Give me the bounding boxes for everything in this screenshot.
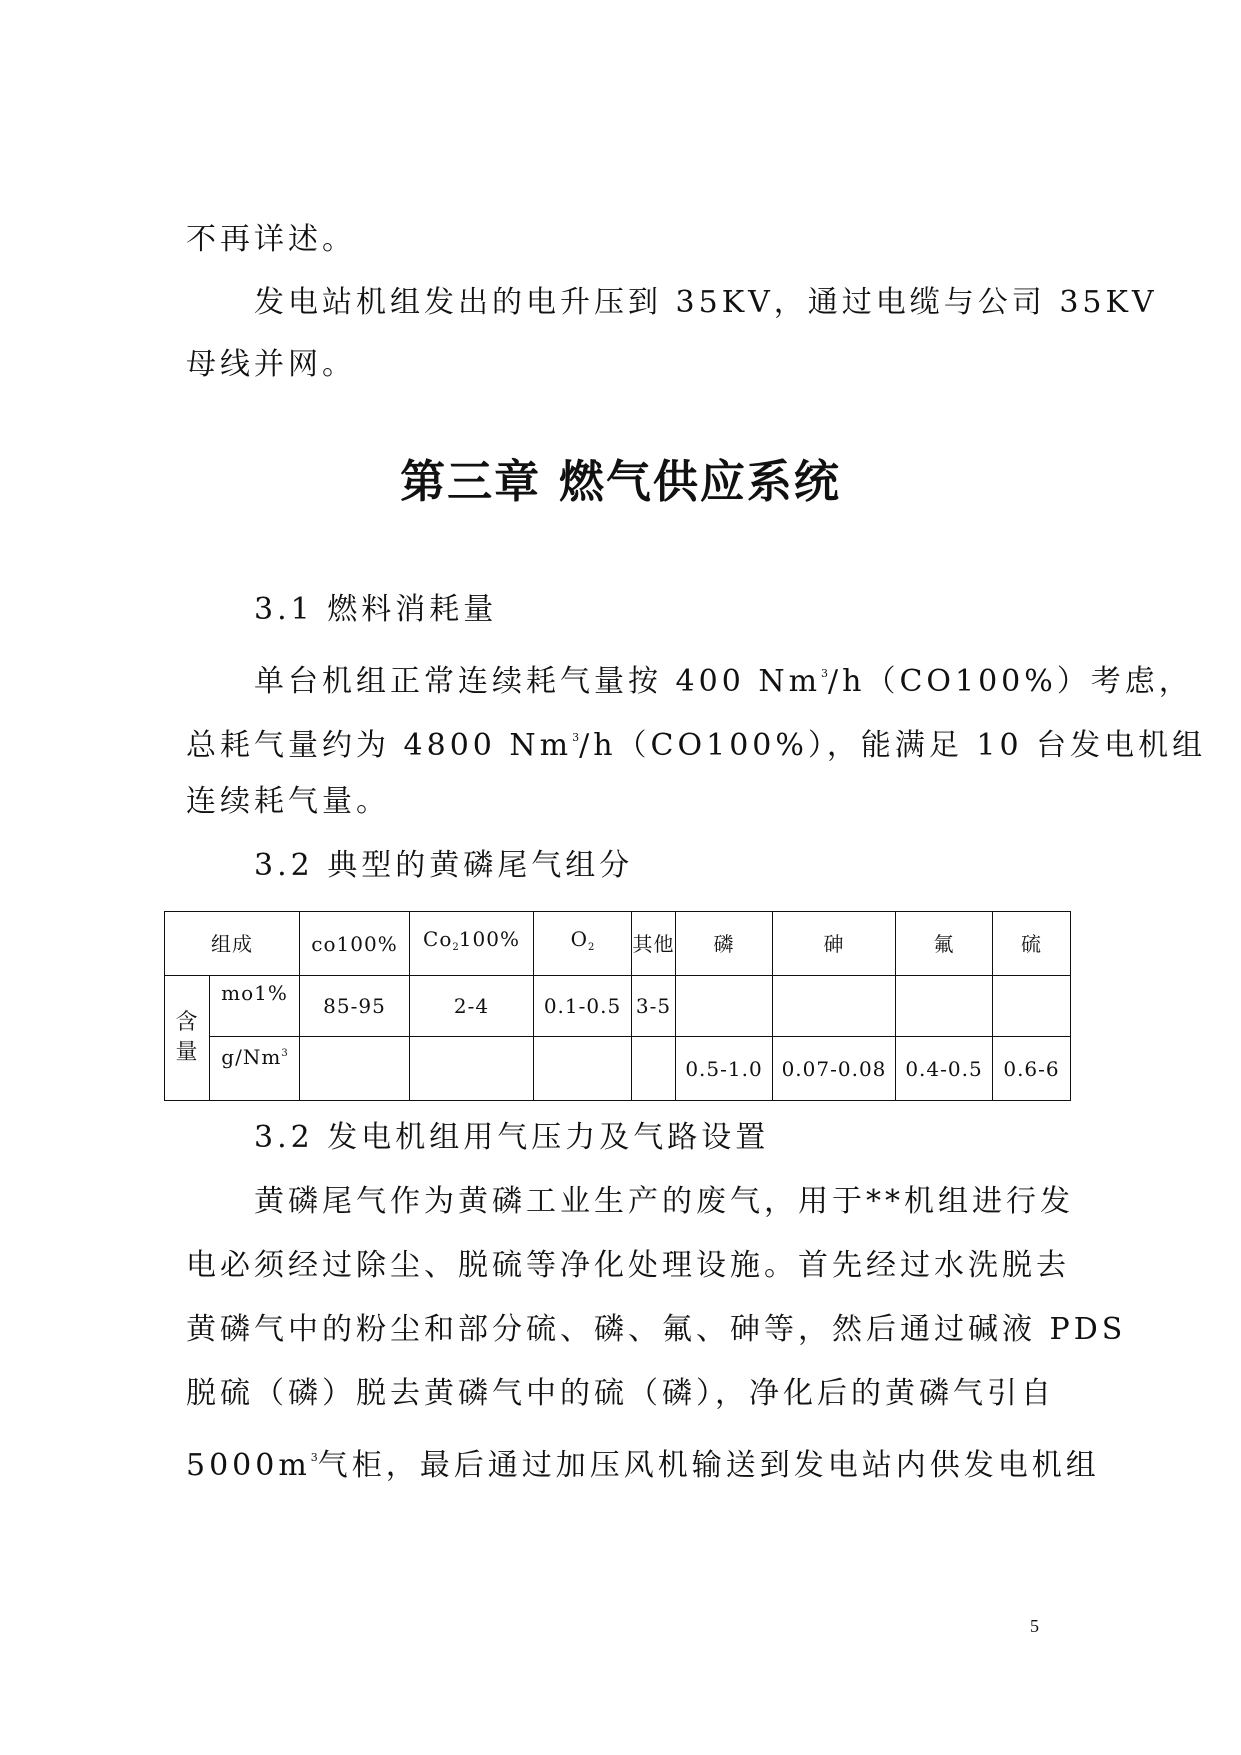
text-line: 发电站机组发出的电升压到 35KV，通过电缆与公司 35KV: [254, 285, 1158, 320]
cell-phosphorus-g: 0.5-1.0: [676, 1037, 773, 1101]
cell-empty: [632, 1037, 676, 1101]
cell-co2-mol: 2-4: [410, 976, 534, 1037]
cell-co-mol: 85-95: [300, 976, 410, 1037]
cell-empty: [896, 976, 993, 1037]
cell-empty: [993, 976, 1071, 1037]
text-line: 母线并网。: [186, 347, 356, 382]
text-line: 连续耗气量。: [186, 784, 390, 819]
text-line: $5000m^3$气柜，最后通过加压风机输送到发电站内供发电机组: [186, 1448, 1100, 1483]
header-co2: $Co_2100\%$: [410, 912, 534, 976]
cell-empty: [300, 1037, 410, 1101]
header-phosphorus: 磷: [676, 912, 773, 976]
header-arsenic: 砷: [773, 912, 896, 976]
text-line: 总耗气量约为 4800 Nm$^3$/h（CO100%），能满足 10 台发电机组: [186, 728, 1207, 763]
text-line: 黄磷气中的粉尘和部分硫、磷、氟、砷等，然后通过碱液 PDS: [186, 1312, 1127, 1347]
header-sulfur: 硫: [993, 912, 1071, 976]
cell-empty: [773, 976, 896, 1037]
section-heading-3-1: 3.1 燃料消耗量: [254, 592, 498, 627]
cell-fluorine-g: 0.4-0.5: [896, 1037, 993, 1101]
cell-arsenic-g: 0.07-0.08: [773, 1037, 896, 1101]
page-number: 5: [1030, 1616, 1039, 1636]
unit-mol: mo1%: [210, 976, 300, 1037]
cell-empty: [410, 1037, 534, 1101]
chapter-title: 第三章 燃气供应系统: [400, 455, 841, 508]
unit-g-nm3: g/Nm$^3$: [210, 1037, 300, 1101]
cell-other-mol: 3-5: [632, 976, 676, 1037]
header-o2: $O_2$: [534, 912, 632, 976]
header-other: 其他: [632, 912, 676, 976]
cell-sulfur-g: 0.6-6: [993, 1037, 1071, 1101]
text-line: 脱硫（磷）脱去黄磷气中的硫（磷），净化后的黄磷气引自: [186, 1376, 1055, 1411]
cell-empty: [534, 1037, 632, 1101]
header-co: co100%: [300, 912, 410, 976]
cell-o2-mol: 0.1-0.5: [534, 976, 632, 1037]
header-composition: 组成: [165, 912, 300, 976]
header-fluorine: 氟: [896, 912, 993, 976]
text-line: 黄磷尾气作为黄磷工业生产的废气，用于**机组进行发: [254, 1184, 1074, 1219]
text-line: 单台机组正常连续耗气量按 400 Nm$^3$/h（CO100%）考虑，: [254, 664, 1193, 699]
text-line: 不再详述。: [186, 222, 356, 257]
cell-empty: [676, 976, 773, 1037]
section-heading-3-2-composition: 3.2 典型的黄磷尾气组分: [254, 848, 634, 883]
section-heading-3-2-gas-pressure: 3.2 发电机组用气压力及气路设置: [254, 1120, 770, 1155]
text-line: 电必须经过除尘、脱硫等净化处理设施。首先经过水洗脱去: [186, 1248, 1070, 1283]
composition-table: [164, 911, 1071, 1101]
content-label: 含量: [165, 976, 210, 1101]
